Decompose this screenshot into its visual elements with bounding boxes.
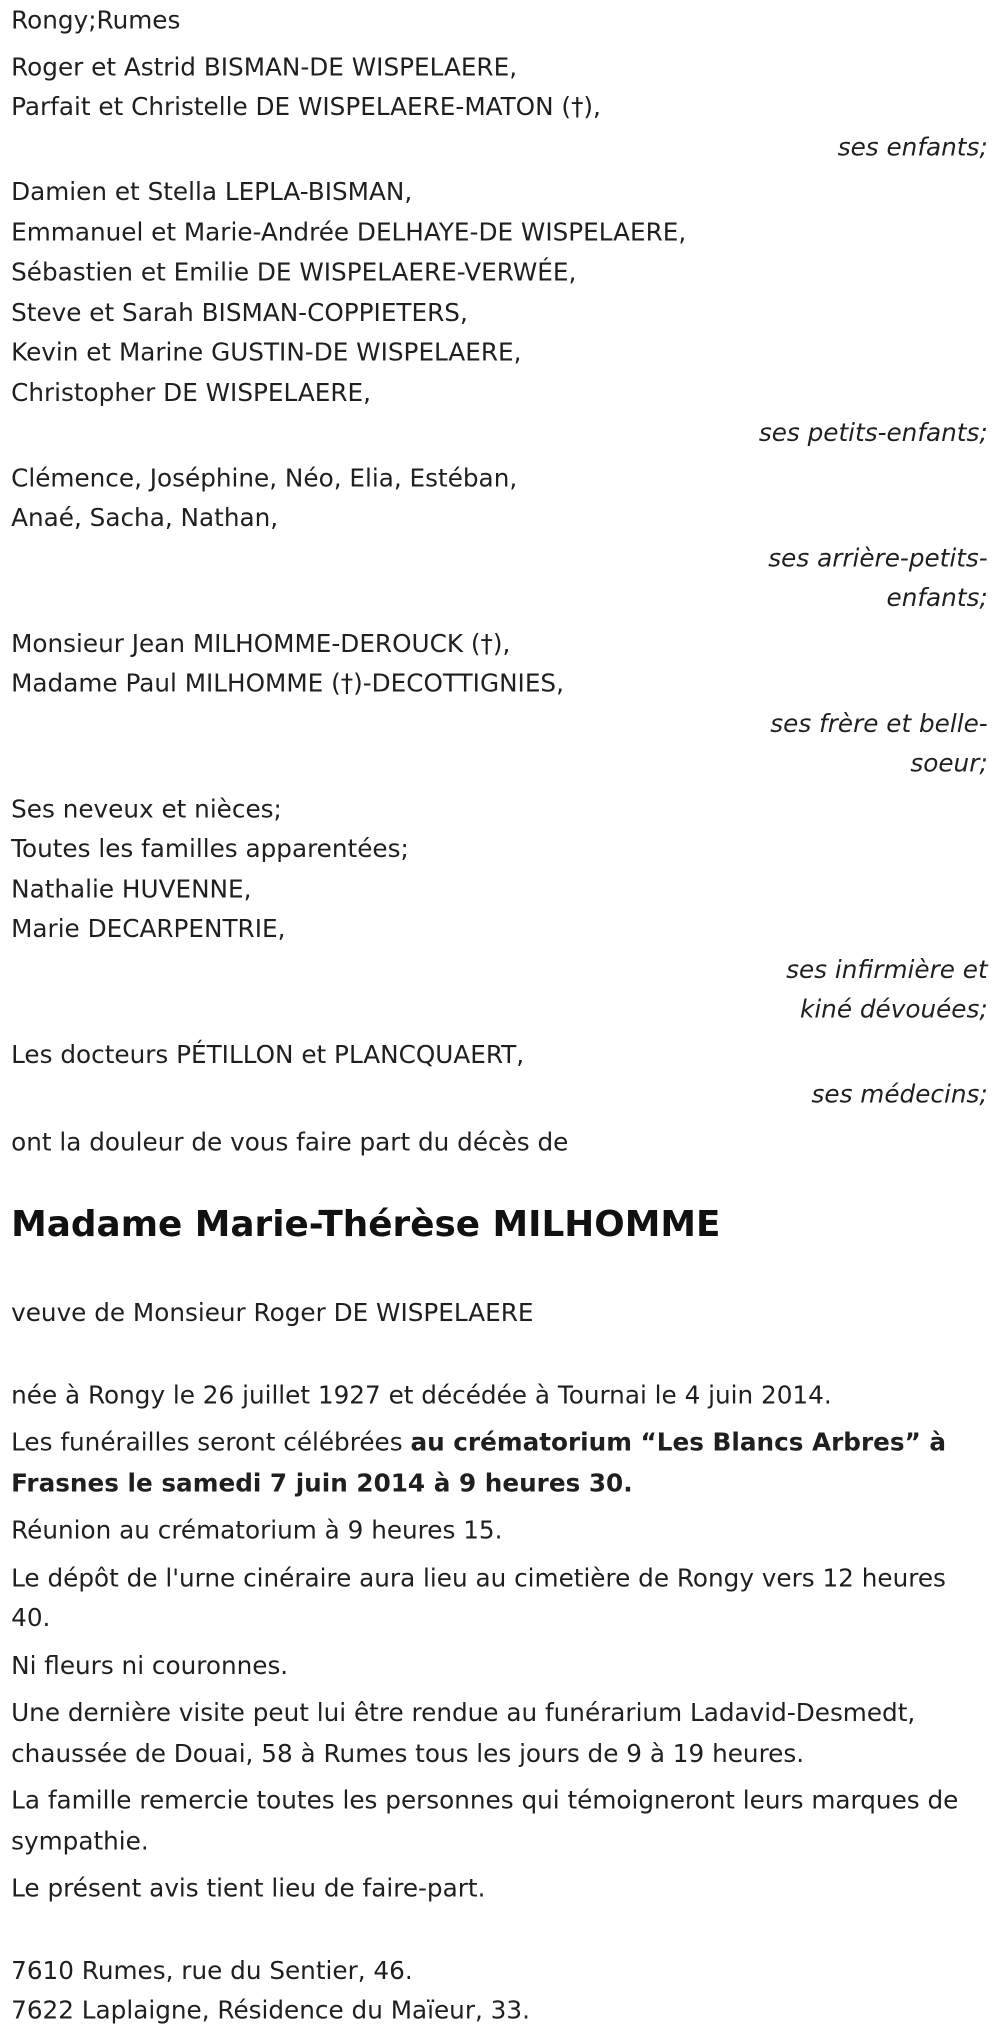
relation-text: enfants; <box>886 582 988 613</box>
place-header: Rongy;Rumes <box>11 4 181 35</box>
relation-text: ses arrière-petits- <box>768 542 988 573</box>
family-line: Madame Paul MILHOMME (†)-DECOTTIGNIES, <box>11 667 564 698</box>
family-line: Sébastien et Emilie DE WISPELAERE-VERWÉE, <box>11 256 577 287</box>
family-group-great-grandchildren <box>11 457 988 617</box>
meeting-text: Réunion au crématorium à 9 heures 15. <box>11 1514 503 1545</box>
family-line: Emmanuel et Marie-Andrée DELHAYE-DE WISPELAERE, <box>11 216 687 247</box>
family-line: Roger et Astrid BISMAN-DE WISPELAERE, <box>11 51 518 81</box>
funeral-intro: Les funérailles seront célébrées <box>11 1427 411 1457</box>
family-line: Kevin et Marine GUSTIN-DE WISPELAERE, <box>11 337 522 367</box>
relation-label <box>11 949 988 1029</box>
relation-text: ses infirmière et <box>786 953 988 984</box>
relation-text: soeur; <box>910 748 988 778</box>
relation-label <box>11 412 988 452</box>
family-group-siblings <box>11 623 988 783</box>
family-line: Monsieur Jean MILHOMME-DEROUCK (†), <box>11 627 511 658</box>
relation-label <box>11 703 988 783</box>
family-line: Nathalie HUVENNE, <box>11 873 252 904</box>
family-group-doctors <box>11 1034 988 1114</box>
family-line: Anaé, Sacha, Nathan, <box>11 502 279 533</box>
family-group-children <box>11 46 988 166</box>
relation-text: ses médecins; <box>811 1079 988 1109</box>
family-line: Christopher DE WISPELAERE, <box>11 377 371 407</box>
family-line: Les docteurs PÉTILLON et PLANCQUAERT, <box>11 1038 525 1069</box>
announcement-text: ont la douleur de vous faire part du décès de <box>11 1126 569 1157</box>
birth-death-text: née à Rongy le 26 juillet 1927 et décédée à Tournai le 4 juin 2014. <box>11 1379 832 1410</box>
family-line: Damien et Stella LEPLA-BISMAN, <box>11 176 413 207</box>
relation-text: kiné dévouées; <box>800 993 988 1024</box>
deceased-name: Madame Marie-Thérèse MILHOMME <box>11 1202 721 1245</box>
funeral-paragraph <box>11 1422 988 1502</box>
relation-label <box>11 127 988 167</box>
address-line: 7622 Laplaigne, Résidence du Maïeur, 33. <box>11 1995 530 2025</box>
relation-label <box>11 1074 988 1114</box>
widow-of-text: veuve de Monsieur Roger DE WISPELAERE <box>11 1297 534 1328</box>
family-line: Marie DECARPENTRIE, <box>11 913 286 944</box>
family-group-others <box>11 788 988 1029</box>
thanks-text: La famille remercie toutes les personnes qui témoigneront leurs marques de sympathie. <box>11 1785 959 1855</box>
urn-text: Le dépôt de l'urne cinéraire aura lieu au cimetière de Rongy vers 12 heures 40. <box>11 1562 946 1633</box>
relation-text: ses petits-enfants; <box>758 417 988 447</box>
notice-text: Le présent avis tient lieu de faire-part. <box>11 1872 486 1903</box>
relation-text: ses enfants; <box>837 131 988 162</box>
family-line: Steve et Sarah BISMAN-COPPIETERS, <box>11 296 468 327</box>
addresses <box>11 1950 988 2030</box>
family-line: Clémence, Joséphine, Néo, Elia, Estéban, <box>11 462 518 492</box>
flowers-text: Ni fleurs ni couronnes. <box>11 1650 289 1680</box>
family-group-grandchildren <box>11 172 988 453</box>
family-line: Toutes les familles apparentées; <box>11 833 409 863</box>
relation-text: ses frère et belle- <box>770 708 988 738</box>
family-line: Ses neveux et nièces; <box>11 793 282 823</box>
address-line: 7610 Rumes, rue du Sentier, 46. <box>11 1954 413 1985</box>
family-line: Parfait et Christelle DE WISPELAERE-MATON (†), <box>11 91 601 121</box>
visit-text: Une dernière visite peut lui être rendue au funérarium Ladavid-Desmedt, chaussée de Douai, 58 à Rumes tous les jours de 9 à 19 heures. <box>11 1697 916 1768</box>
funeral-location: au crématorium “Les Blancs Arbres” à Frasnes le samedi 7 juin 2014 à 9 heures 30. <box>11 1427 947 1497</box>
relation-label <box>11 538 988 618</box>
